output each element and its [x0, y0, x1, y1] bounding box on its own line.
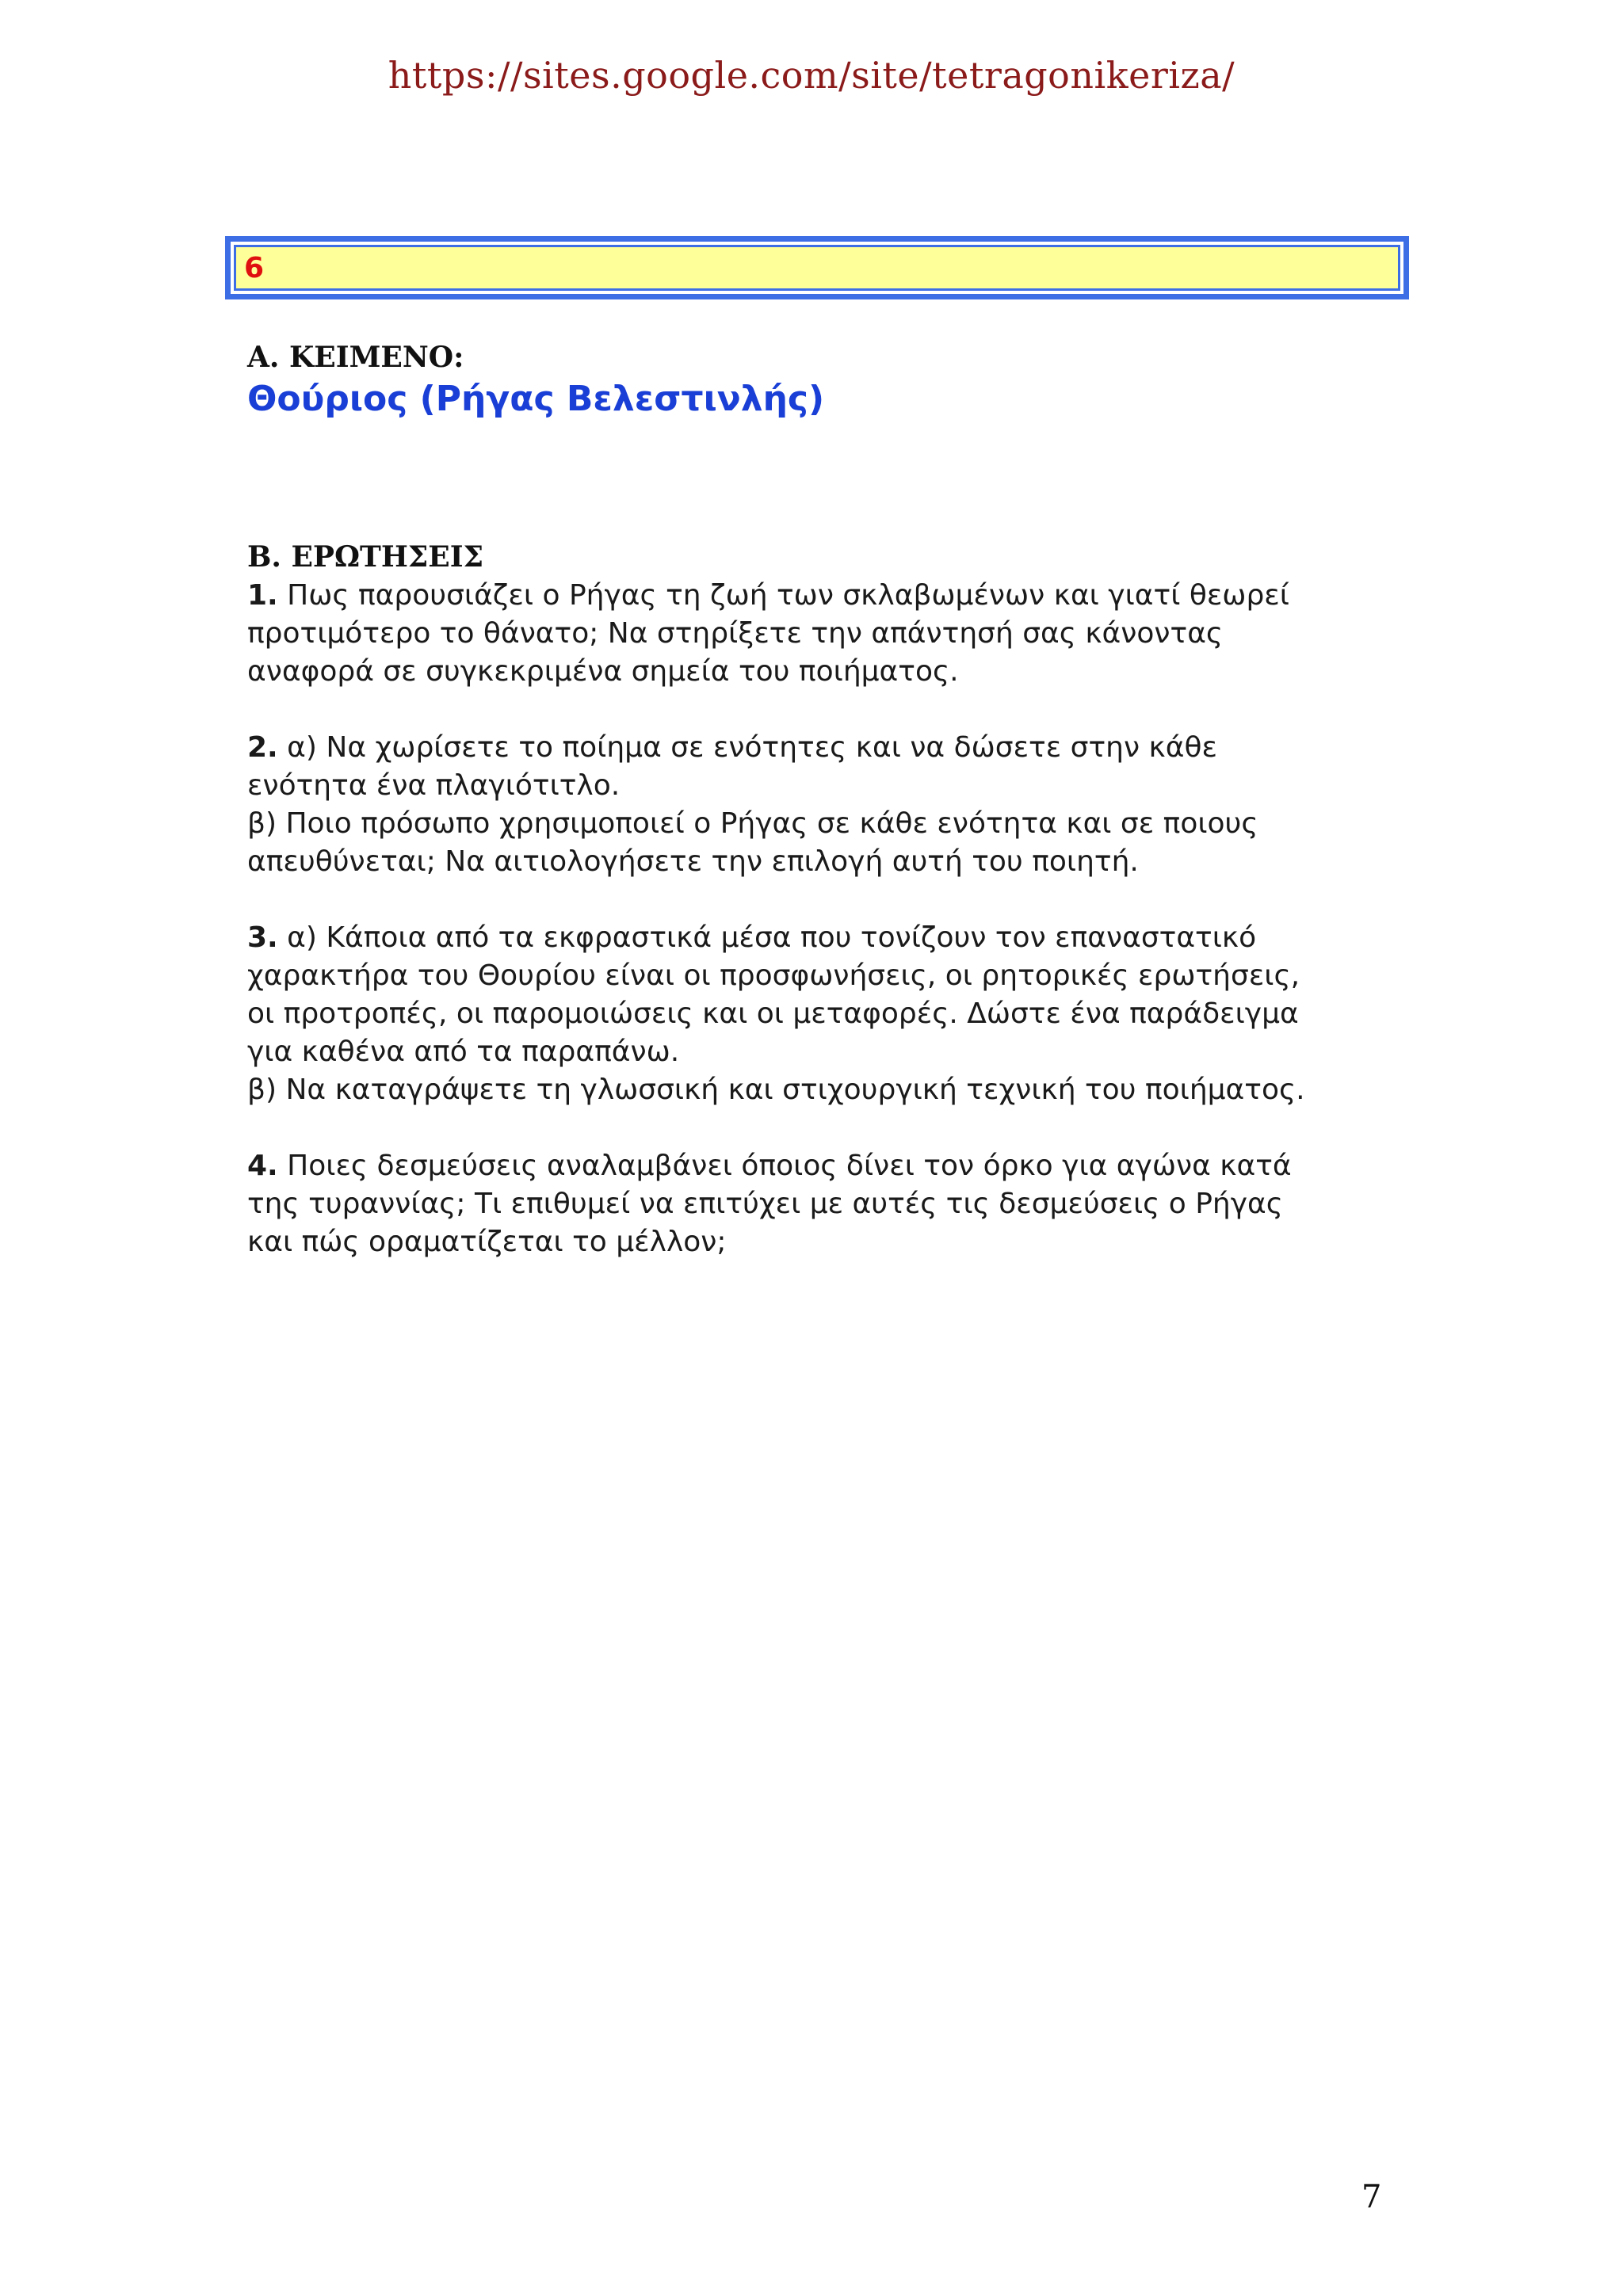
- question-text: Ποιες δεσμεύσεις αναλαμβάνει όποιος δίνει τον όρκο για αγώνα κατά: [277, 1150, 1292, 1182]
- questions-list: [247, 577, 1404, 1299]
- question-line: οι προτροπές, οι παρομοιώσεις και οι μεταφορές. Δώστε ένα παράδειγμα: [247, 997, 1299, 1030]
- question-number: 4.: [247, 1150, 278, 1182]
- question-text: Πως παρουσιάζει ο Ρήγας τη ζωή των σκλαβωμένων και γιατί θεωρεί: [277, 579, 1289, 612]
- question-line: χαρακτήρα του Θουρίου είναι οι προσφωνήσεις, οι ρητορικές ερωτήσεις,: [247, 959, 1300, 992]
- question-line: απευθύνεται; Να αιτιολογήσετε την επιλογή αυτή του ποιητή.: [247, 845, 1139, 878]
- unit-number-box-inner: [234, 245, 1400, 291]
- unit-number: 6: [244, 251, 265, 284]
- question-4: [247, 1147, 1404, 1261]
- question-line: ενότητα ένα πλαγιότιτλο.: [247, 769, 621, 802]
- question-1: [247, 577, 1404, 691]
- question-text: α) Να χωρίσετε το ποίημα σε ενότητες και να δώσετε στην κάθε: [277, 731, 1217, 764]
- question-3: [247, 919, 1404, 1109]
- question-number: 3.: [247, 921, 278, 954]
- question-line: αναφορά σε συγκεκριμένα σημεία του ποιήματος.: [247, 655, 959, 688]
- section-b-heading: Β. ΕΡΩΤΗΣΕΙΣ: [247, 540, 484, 574]
- header-url: https://sites.google.com/site/tetragonikeriza/: [388, 54, 1235, 97]
- question-line: β) Ποιο πρόσωπο χρησιμοποιεί ο Ρήγας σε κάθε ενότητα και σε ποιους: [247, 807, 1258, 840]
- question-line: [247, 919, 1404, 957]
- question-line: β) Να καταγράψετε τη γλωσσική και στιχουργική τεχνική του ποιήματος.: [247, 1074, 1305, 1106]
- question-line: για καθένα από τα παραπάνω.: [247, 1035, 680, 1068]
- question-line: προτιμότερο το θάνατο; Να στηρίξετε την απάντησή σας κάνοντας: [247, 617, 1224, 650]
- question-2: [247, 729, 1404, 881]
- question-line: [247, 577, 1404, 615]
- section-a-heading: Α. ΚΕΙΜΕΝΟ:: [247, 341, 464, 374]
- question-line: [247, 1147, 1404, 1185]
- question-number: 2.: [247, 731, 278, 764]
- poem-title: Θούριος (Ρήγας Βελεστινλής): [247, 379, 825, 419]
- question-line: [247, 729, 1404, 767]
- question-number: 1.: [247, 579, 278, 612]
- unit-number-box: [225, 236, 1409, 299]
- question-line: της τυραννίας; Τι επιθυμεί να επιτύχει με αυτές τις δεσμεύσεις ο Ρήγας: [247, 1188, 1283, 1220]
- question-line: και πώς οραματίζεται το μέλλον;: [247, 1226, 727, 1258]
- page-number: 7: [1361, 2179, 1382, 2215]
- question-text: α) Κάποια από τα εκφραστικά μέσα που τονίζουν τον επαναστατικό: [277, 921, 1257, 954]
